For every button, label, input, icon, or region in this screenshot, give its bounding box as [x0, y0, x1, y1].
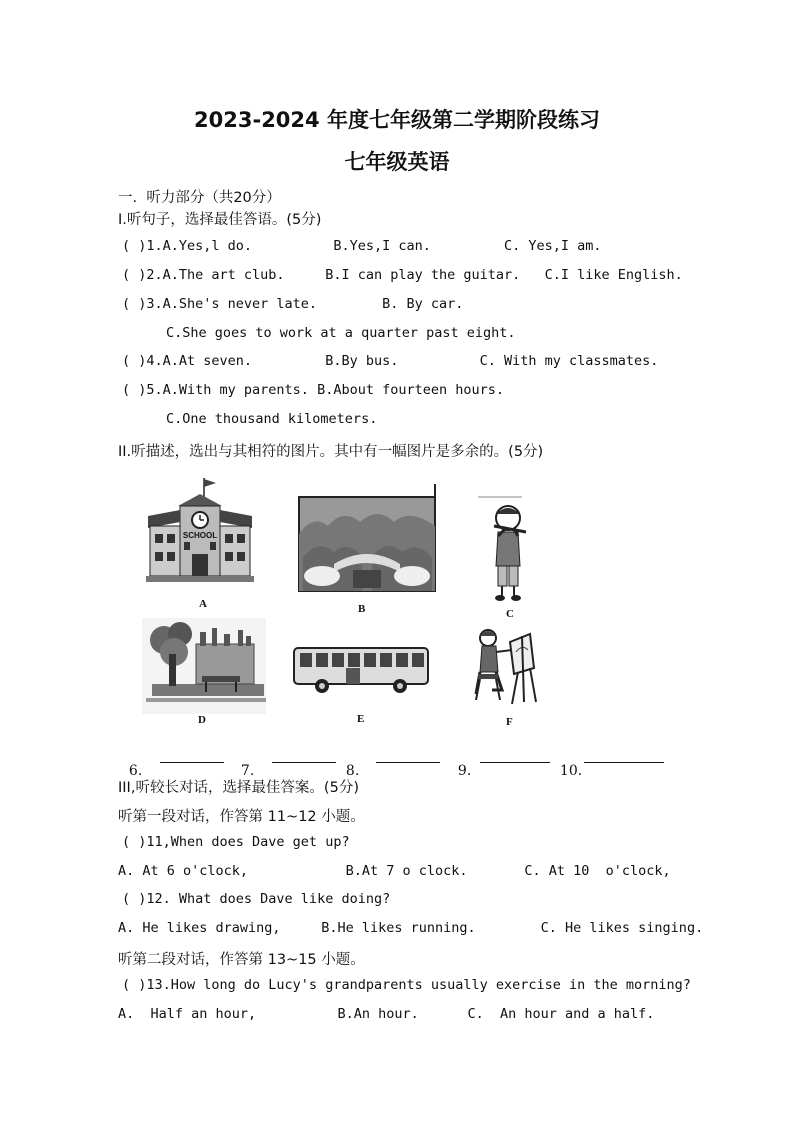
dialog1-instruction: 听第一段对话，作答第 11~12 小题。 — [118, 809, 365, 825]
question-5-option-c: C.One thousand kilometers. — [166, 411, 378, 427]
question-11-options: A. At 6 o'clock, B.At 7 o clock. C. At 10 o'clock, — [118, 863, 671, 879]
section1-heading: I.听句子，选择最佳答语。(5分) — [118, 212, 322, 228]
answer-line-10[interactable] — [584, 748, 664, 763]
blank-number-7: 7. — [240, 763, 255, 779]
answer-blank-8[interactable] — [337, 747, 359, 779]
answer-line-6[interactable] — [160, 748, 224, 763]
question-13: ( )13.How long do Lucy's grandparents usually exercise in the morning? — [122, 977, 691, 993]
question-2: ( )2.A.The art club. B.I can play the guitar. C.I like English. — [122, 267, 683, 283]
answer-line-9[interactable] — [480, 748, 550, 763]
question-4: ( )4.A.At seven. B.By bus. C. With my classmates. — [122, 353, 659, 369]
question-12: ( )12. What does Dave like doing? — [122, 891, 391, 907]
question-5: ( )5.A.With my parents. B.About fourteen hours. — [122, 382, 505, 398]
blank-number-6: 6. — [128, 763, 143, 779]
street-bench-icon — [142, 618, 266, 714]
exam-title: 2023-2024 年度七年级第二学期阶段练习 — [194, 108, 600, 132]
answer-blank-10[interactable] — [551, 747, 582, 779]
answer-line-7[interactable] — [272, 748, 336, 763]
bus-icon — [292, 646, 430, 694]
answer-line-8[interactable] — [376, 748, 440, 763]
question-3: ( )3.A.She's never late. B. By car. — [122, 296, 464, 312]
blank-number-8: 8. — [345, 763, 360, 779]
answer-blank-9[interactable] — [449, 747, 471, 779]
divider-line — [434, 484, 436, 518]
blank-number-10: 10. — [559, 763, 583, 779]
question-11: ( )11,When does Dave get up? — [122, 834, 350, 850]
picture-b-label: B — [358, 603, 366, 615]
question-13-options: A. Half an hour, B.An hour. C. An hour and a half. — [118, 1006, 655, 1022]
person-painting-icon — [472, 628, 542, 708]
picture-f-label: F — [506, 716, 513, 728]
boy-playing-flute-icon — [478, 496, 538, 604]
section3-heading: III,听较长对话，选择最佳答案。(5分) — [118, 780, 359, 796]
picture-c-label: C — [506, 608, 514, 620]
answer-blank-7[interactable] — [232, 747, 254, 779]
blank-number-9: 9. — [457, 763, 472, 779]
school-building-icon — [142, 476, 258, 586]
picture-e-label: E — [357, 713, 365, 725]
park-scene-icon — [298, 496, 436, 592]
school-sign-text: SCHOOL — [182, 531, 218, 540]
question-12-options: A. He likes drawing, B.He likes running. C. He likes singing. — [118, 920, 704, 936]
question-3-option-c: C.She goes to work at a quarter past eight. — [166, 325, 516, 341]
picture-a-label: A — [199, 598, 207, 610]
part1-heading: 一. 听力部分（共20分） — [118, 190, 281, 206]
section2-heading: II.听描述，选出与其相符的图片。其中有一幅图片是多余的。(5分) — [118, 444, 544, 460]
dialog2-instruction: 听第二段对话，作答第 13~15 小题。 — [118, 952, 365, 968]
exam-subtitle: 七年级英语 — [344, 150, 450, 174]
question-1: ( )1.A.Yes,l do. B.Yes,I can. C. Yes,I am. — [122, 238, 602, 254]
picture-d-label: D — [198, 714, 206, 726]
answer-blank-6[interactable] — [120, 747, 142, 779]
